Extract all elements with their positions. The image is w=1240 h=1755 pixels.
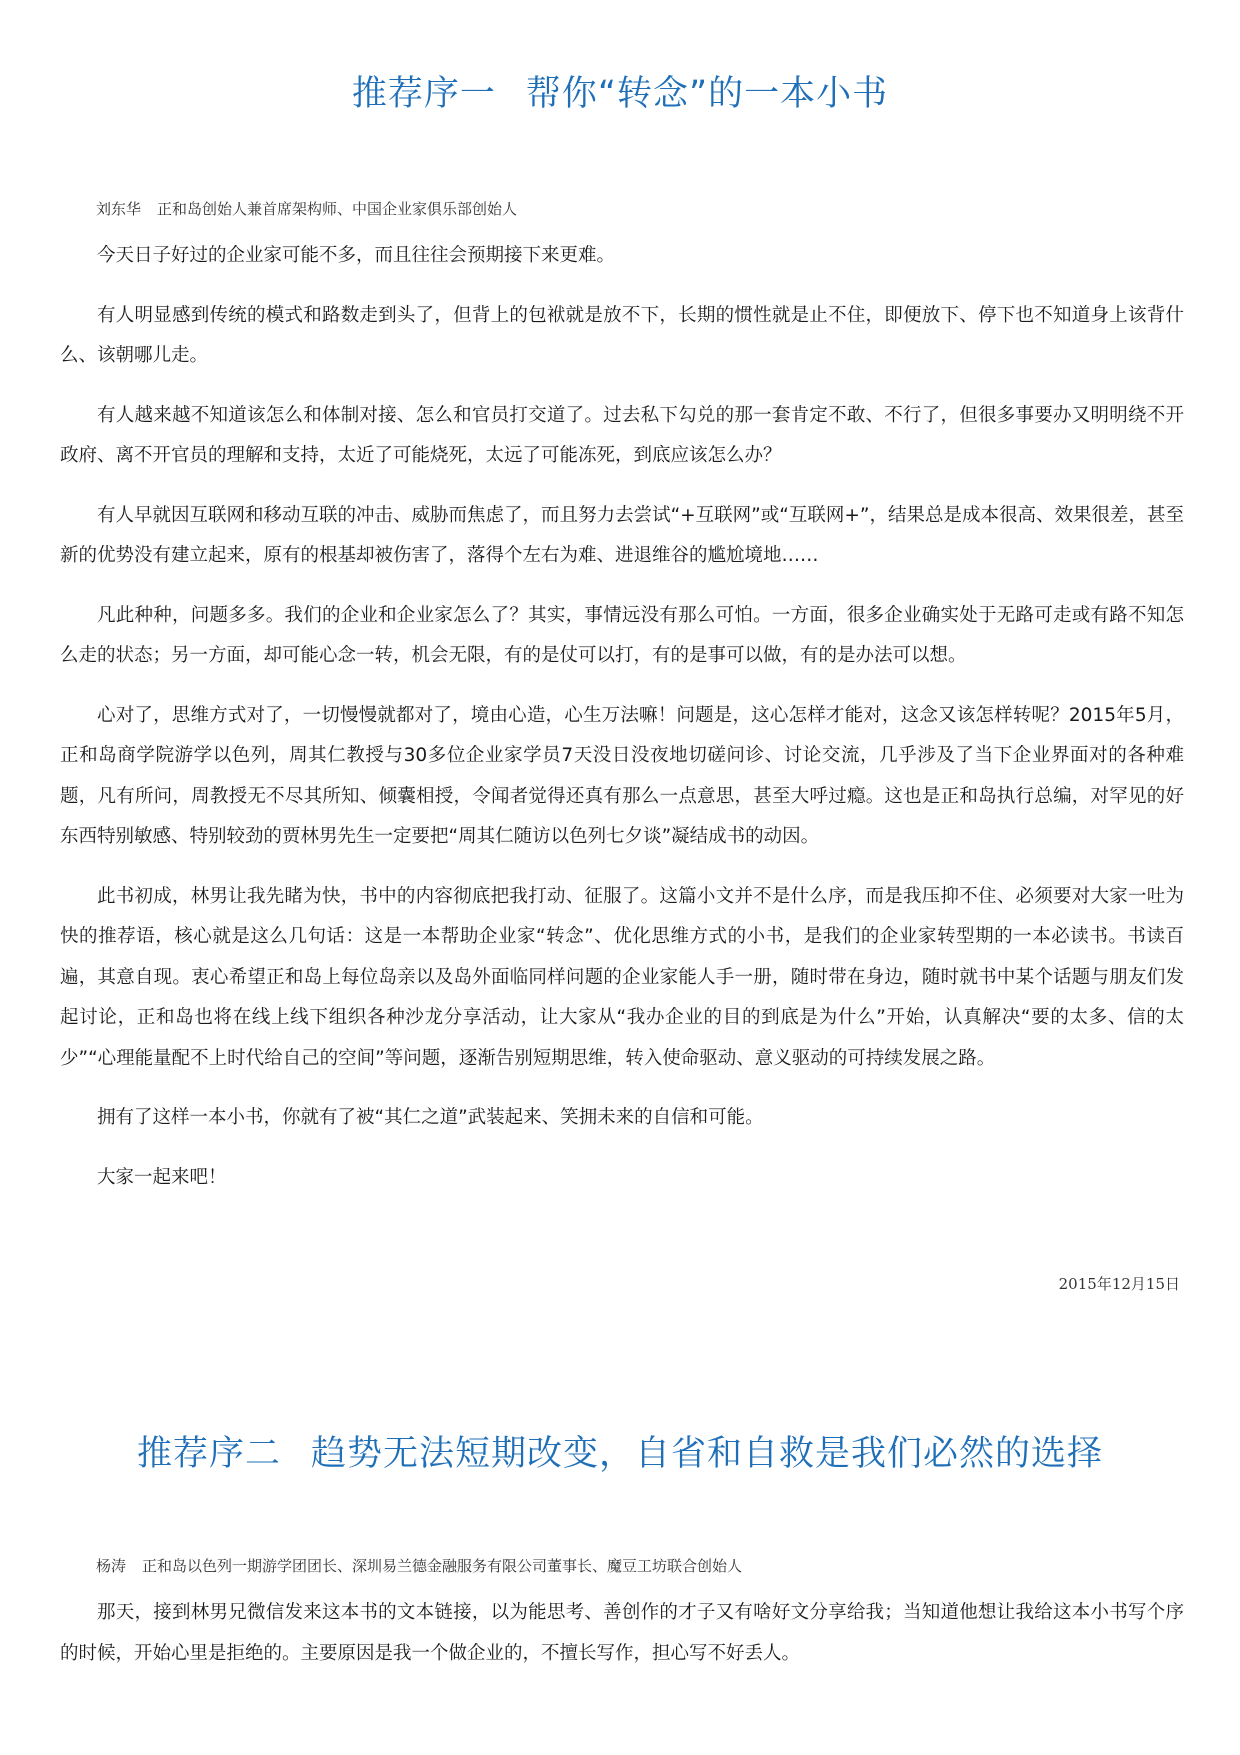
section2-author-name: 杨涛 — [96, 1557, 127, 1575]
paragraph: 凡此种种，问题多多。我们的企业和企业家怎么了？其实，事情远没有那么可怕。一方面，很多企业确实处于无路可走或有路不知怎么走的状态；另一方面，却可能心念一转，机会无限，有的是仗可以打，有的是事可以做，有的是办法可以想。 — [60, 604, 1184, 666]
section1-date: 2015年12月15日 — [1058, 1275, 1180, 1293]
section2-title-label: 推荐序二 — [136, 1434, 281, 1474]
section2-title-text: 趋势无法短期改变，自省和自救是我们必然的选择 — [311, 1434, 1104, 1474]
section1-author-title: 正和岛创始人兼首席架构师、中国企业家俱乐部创始人 — [157, 200, 518, 218]
section1-title-label: 推荐序一 — [351, 74, 496, 114]
paragraph: 今天日子好过的企业家可能不多，而且往往会预期接下来更难。 — [97, 245, 616, 266]
section1-byline — [96, 198, 517, 219]
section1-author-name: 刘东华 — [96, 200, 142, 218]
section2-body — [60, 1593, 1184, 1693]
section1-title-text: 帮你“转念”的一本小书 — [525, 74, 889, 114]
section1-body — [60, 236, 1184, 1217]
paragraph: 此书初成，林男让我先睹为快，书中的内容彻底把我打动、征服了。这篇小文并不是什么序，而是我压抑不住、必须要对大家一吐为快的推荐语，核心就是这么几句话：这是一本帮助企业家“转念”、优化思维方式的小书，是我们的企业家转型期的一本必读书。书读百遍，其意自现。衷心希望正和岛上每位岛亲以及岛外面临同样问题的企业家能人手一册，随时带在身边，随时就书中某个话题与朋友们发起讨论，正和岛也将在线上线下组织各种沙龙分享活动，让大家从“我办企业的目的到底是为什么”开始，认真解决“要的太多、信的太少”“心理能量配不上时代给自己的空间”等问题，逐渐告别短期思维，转入使命驱动、意义驱动的可持续发展之路。 — [60, 885, 1184, 1069]
paragraph: 拥有了这样一本小书，你就有了被“其仁之道”武装起来、笑拥未来的自信和可能。 — [97, 1107, 764, 1128]
paragraph: 有人越来越不知道该怎么和体制对接、怎么和官员打交道了。过去私下勾兑的那一套肯定不敢、不行了，但很多事要办又明明绕不开政府、离不开官员的理解和支持，太近了可能烧死，太远了可能冻死，到底应该怎么办？ — [60, 404, 1184, 466]
paragraph: 那天，接到林男兄微信发来这本书的文本链接，以为能思考、善创作的才子又有啥好文分享给我；当知道他想让我给这本小书写个序的时候，开始心里是拒绝的。主要原因是我一个做企业的，不擅长写作，担心写不好丢人。 — [60, 1602, 1184, 1664]
section2-title — [0, 1426, 1240, 1476]
paragraph: 心对了，思维方式对了，一切慢慢就都对了，境由心造，心生万法嘛！问题是，这心怎样才能对，这念又该怎样转呢？2015年5月，正和岛商学院游学以色列，周其仁教授与30多位企业家学员7天没日没夜地切磋问诊、讨论交流，几乎涉及了当下企业界面对的各种难题，凡有所问，周教授无不尽其所知、倾囊相授，令闻者觉得还真有那么一点意思，甚至大呼过瘾。这也是正和岛执行总编，对罕见的好东西特别敏感、特别较劲的贾林男先生一定要把“周其仁随访以色列七夕谈”凝结成书的动因。 — [60, 704, 1184, 847]
paragraph: 大家一起来吧！ — [97, 1166, 227, 1188]
section2-author-title: 正和岛以色列一期游学团团长、深圳易兰德金融服务有限公司董事长、魔豆工坊联合创始人 — [142, 1557, 743, 1575]
section1-title — [0, 66, 1240, 116]
section2-byline — [96, 1555, 742, 1576]
paragraph: 有人明显感到传统的模式和路数走到头了，但背上的包袱就是放不下，长期的惯性就是止不住，即便放下、停下也不知道身上该背什么、该朝哪儿走。 — [60, 304, 1184, 366]
paragraph: 有人早就因互联网和移动互联的冲击、威胁而焦虑了，而且努力去尝试“+互联网”或“互联网+”，结果总是成本很高、效果很差，甚至新的优势没有建立起来，原有的根基却被伤害了，落得个左右为难、进退维谷的尴尬境地…… — [60, 504, 1184, 566]
